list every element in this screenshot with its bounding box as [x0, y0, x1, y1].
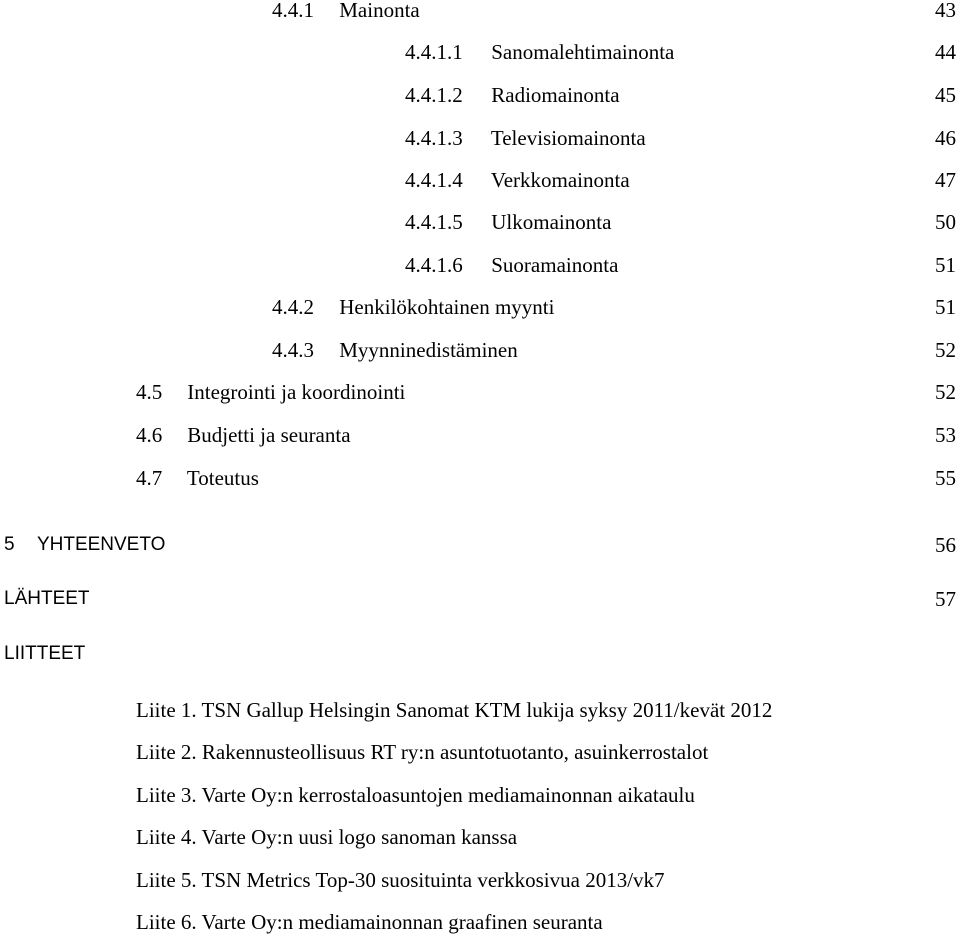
toc-entry-number: 4.4.1.2: [405, 83, 463, 107]
appendix-item-6[interactable]: Liite 6. Varte Oy:n mediamainonnan graafinen seuranta: [136, 910, 603, 934]
toc-entry-title: Myynninedistäminen: [339, 338, 518, 362]
toc-entry-number: 4.7: [136, 466, 163, 490]
toc-entry-page: 46: [935, 126, 956, 150]
toc-entry-title: Radiomainonta: [491, 83, 620, 107]
toc-entry-title: Suoramainonta: [491, 253, 619, 277]
toc-entry-page: 52: [935, 380, 956, 404]
toc-entry-4-4-1-2[interactable]: [405, 85, 956, 111]
toc-entry-title: Budjetti ja seuranta: [187, 423, 351, 447]
appendix-item-3[interactable]: Liite 3. Varte Oy:n kerrostaloasuntojen mediamainonnan aikataulu: [136, 783, 695, 807]
toc-entry-title: LIITTEET: [4, 643, 86, 664]
toc-entry-4-4-1-6[interactable]: [405, 255, 956, 281]
toc-entry-page: 51: [935, 295, 956, 319]
toc-entry-page: 56: [935, 533, 956, 557]
toc-entry-title: Henkilökohtainen myynti: [339, 295, 555, 319]
toc-entry-title: Toteutus: [186, 466, 259, 490]
toc-entry-page: 44: [935, 40, 956, 64]
toc-entry-lahteet[interactable]: [4, 589, 956, 615]
toc-entry-number: 4.4.1: [272, 0, 314, 22]
toc-entry-number: 4.4.1.1: [405, 40, 463, 64]
toc-entry-page: 55: [935, 466, 956, 490]
toc-entry-number: 5: [4, 534, 15, 555]
toc-entry-number: 4.4.2: [272, 295, 314, 319]
toc-entry-title: Mainonta: [339, 0, 420, 22]
toc-entry-title: Ulkomainonta: [491, 210, 612, 234]
toc-entry-title: YHTEENVETO: [36, 534, 166, 555]
toc-entry-4-4-1-4[interactable]: [405, 170, 956, 196]
toc-entry-page: 51: [935, 253, 956, 277]
toc-entry-4-5[interactable]: [136, 382, 956, 408]
toc-entry-page: 50: [935, 210, 956, 234]
toc-entry-4-4-1-3[interactable]: [405, 128, 956, 154]
toc-entry-title: LÄHTEET: [4, 588, 90, 609]
toc-entry-title: Verkkomainonta: [490, 168, 630, 192]
toc-entry-5[interactable]: [4, 535, 956, 561]
toc-entry-number: 4.5: [136, 380, 163, 404]
toc-entry-number: 4.4.1.6: [405, 253, 463, 277]
toc-entry-4-6[interactable]: [136, 425, 956, 451]
toc-entry-4-4-1[interactable]: [272, 0, 956, 26]
toc-entry-number: 4.4.3: [272, 338, 314, 362]
toc-entry-liitteet[interactable]: [4, 644, 956, 670]
toc-entry-4-7[interactable]: [136, 468, 956, 494]
appendix-item-4[interactable]: Liite 4. Varte Oy:n uusi logo sanoman kanssa: [136, 825, 518, 849]
toc-entry-page: 47: [935, 168, 956, 192]
toc-entry-page: 57: [935, 587, 956, 611]
toc-entry-4-4-1-5[interactable]: [405, 212, 956, 238]
toc-entry-title: Sanomalehtimainonta: [491, 40, 675, 64]
toc-entry-number: 4.4.1.5: [405, 210, 463, 234]
toc-entry-number: 4.6: [136, 423, 163, 447]
toc-entry-4-4-3[interactable]: [272, 340, 956, 366]
appendix-item-5[interactable]: Liite 5. TSN Metrics Top-30 suosituinta verkkosivua 2013/vk7: [136, 868, 665, 892]
toc-entry-4-4-2[interactable]: [272, 297, 956, 323]
toc-entry-page: 43: [935, 0, 956, 22]
appendix-item-2[interactable]: Liite 2. Rakennusteollisuus RT ry:n asuntotuotanto, asuinkerrostalot: [136, 740, 709, 764]
toc-entry-4-4-1-1[interactable]: [405, 42, 956, 68]
toc-entry-number: 4.4.1.3: [405, 126, 463, 150]
toc-entry-page: 53: [935, 423, 956, 447]
toc-entry-page: 45: [935, 83, 956, 107]
toc-entry-title: Integrointi ja koordinointi: [187, 380, 406, 404]
appendix-item-1[interactable]: Liite 1. TSN Gallup Helsingin Sanomat KTM lukija syksy 2011/kevät 2012: [136, 698, 773, 722]
toc-entry-title: Televisiomainonta: [490, 126, 646, 150]
toc-entry-number: 4.4.1.4: [405, 168, 463, 192]
toc-entry-page: 52: [935, 338, 956, 362]
